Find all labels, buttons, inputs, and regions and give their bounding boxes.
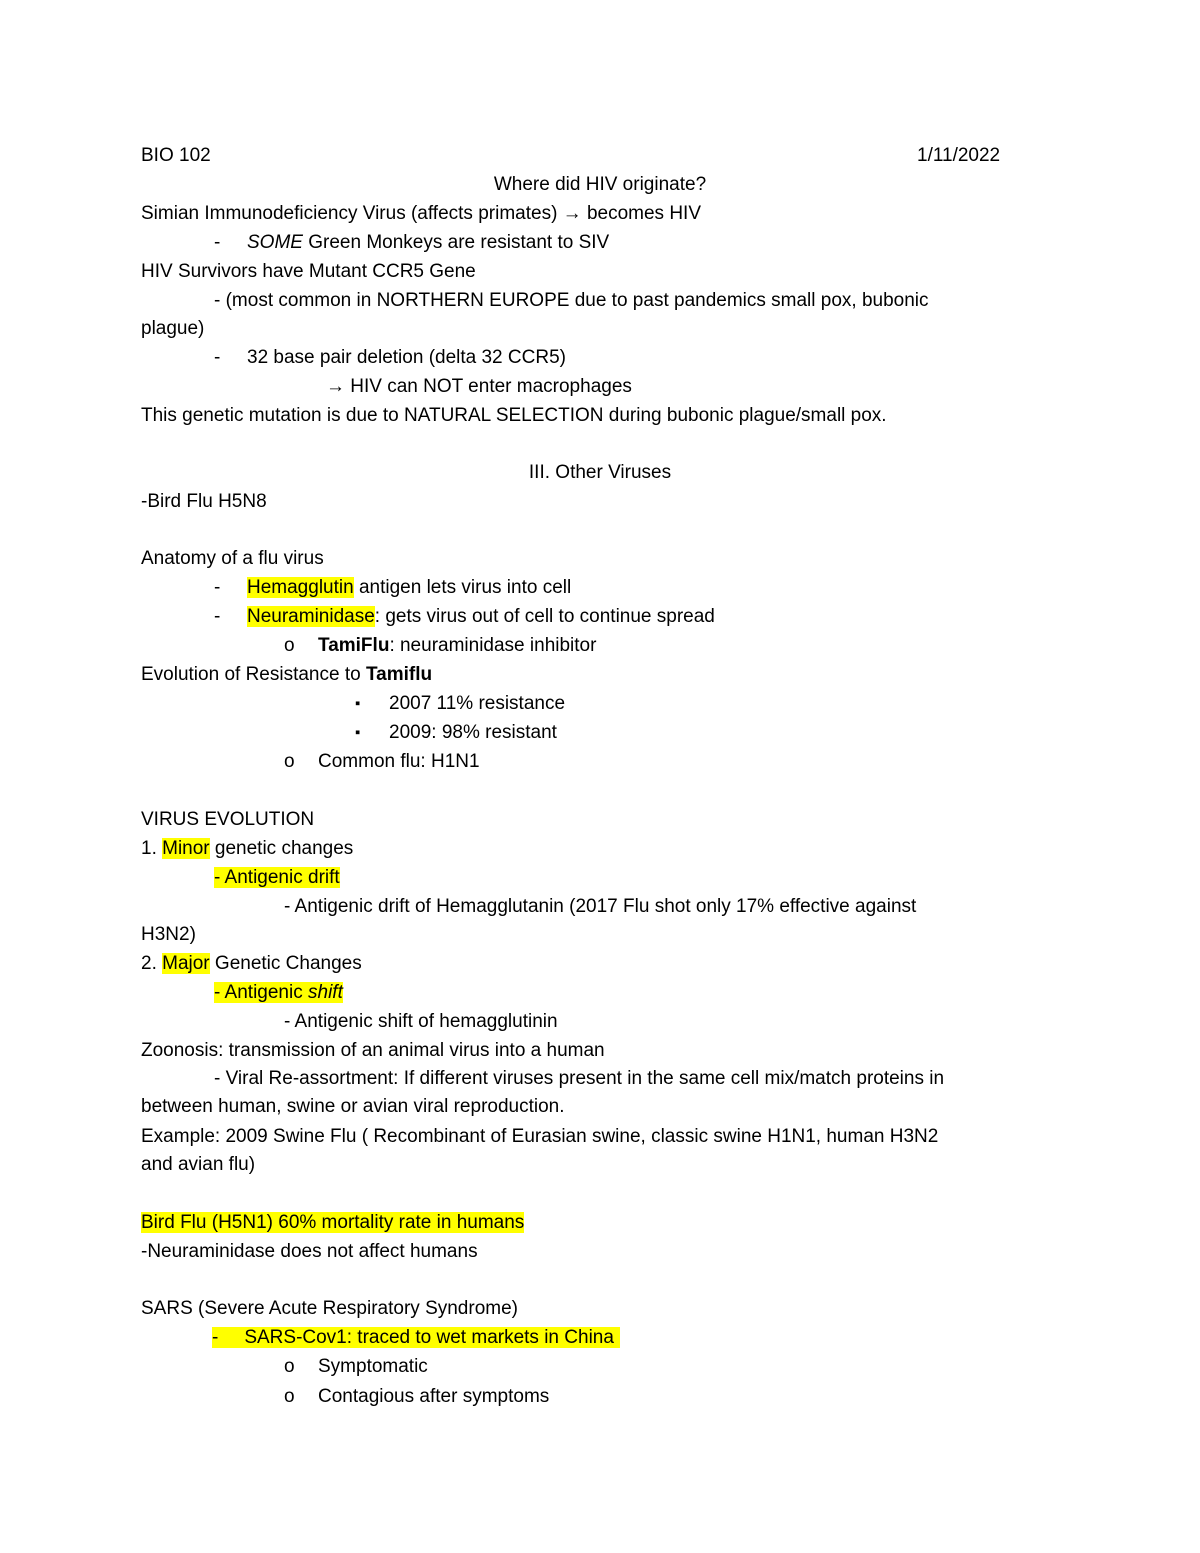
hiv-line-4a: - (most common in NORTHERN EUROPE due to past pandemics small pox, bubonic [214,290,929,311]
antigenic-drift-line [214,866,340,890]
tamiflu-bold: Tamiflu [365,664,433,685]
circle-bullet: o [284,1356,295,1377]
symptomatic: Symptomatic [318,1356,428,1377]
evolution-text: Evolution of Resistance to [141,664,366,685]
anatomy-heading: Anatomy of a flu virus [141,548,324,569]
common-flu: Common flu: H1N1 [318,751,480,772]
example-b: and avian flu) [141,1154,256,1175]
tamiflu-line [318,634,596,658]
minor-rest: genetic changes [209,838,354,859]
antigenic-shift-text: - Antigenic [214,982,308,1003]
contagious-after-symptoms: Contagious after symptoms [318,1386,550,1407]
square-bullet: ▪ [355,724,361,741]
square-bullet: ▪ [355,695,361,712]
reassortment-a: - Viral Re-assortment: If different viruses present in the same cell mix/match proteins in [214,1068,945,1089]
date: 1/11/2022 [917,145,1001,166]
dash-bullet: - [212,1327,219,1348]
shift-italic: shift [308,982,343,1003]
hiv-line-6: → HIV can NOT enter macrophages [326,376,632,397]
number-2: 2. [141,953,163,974]
circle-bullet: o [284,1386,295,1407]
hemagglutin-rest: antigen lets virus into cell [353,577,572,598]
highlight-hemagglutin: Hemagglutin [247,577,354,598]
reassortment-b: between human, swine or avian viral reproduction. [141,1096,565,1117]
minor-changes-line [141,837,353,861]
dash-bullet: - [214,347,221,368]
neuraminidase-rest: : gets virus out of cell to continue spread [374,606,715,627]
major-changes-line [141,952,362,976]
zoonosis-line: Zoonosis: transmission of an animal virus into a human [141,1040,605,1061]
hemagglutin-line [247,576,571,600]
circle-bullet: o [284,635,295,656]
evolution-resistance-line [141,663,432,687]
emphasis-text: SOME [247,232,303,253]
sars-heading: SARS (Severe Acute Respiratory Syndrome) [141,1298,518,1319]
virus-evolution-heading: VIRUS EVOLUTION [141,809,315,830]
other-viruses-heading: III. Other Viruses [528,462,672,483]
resistance-2009: 2009: 98% resistant [389,722,557,743]
highlight-antigenic-drift: - Antigenic drift [214,867,340,888]
tamiflu-rest: : neuraminidase inhibitor [389,635,597,656]
highlight-minor: Minor [162,838,210,859]
major-rest: Genetic Changes [209,953,362,974]
hiv-line-2-rest: Green Monkeys are resistant to SIV [302,232,610,253]
highlight-bird-flu: Bird Flu (H5N1) 60% mortality rate in humans [141,1212,525,1233]
antigenic-shift-line [214,981,343,1005]
highlight-sars-cov1 [212,1327,620,1348]
drift-detail-a: - Antigenic drift of Hemagglutanin (2017 Flu shot only 17% effective against [284,896,917,917]
resistance-2007: 2007 11% resistance [389,693,566,714]
bird-flu-h5n1-line [141,1211,524,1235]
neuraminidase-line [247,605,715,629]
dash-bullet: - [214,577,221,598]
shift-detail: - Antigenic shift of hemagglutinin [284,1011,558,1032]
hiv-line-3: HIV Survivors have Mutant CCR5 Gene [141,261,476,282]
hiv-line-5: 32 base pair deletion (delta 32 CCR5) [247,347,566,368]
neuraminidase-humans: -Neuraminidase does not affect humans [141,1241,478,1262]
highlight-major: Major [162,953,210,974]
hiv-line-1: Simian Immunodeficiency Virus (affects primates) → becomes HIV [141,203,701,224]
hiv-line-2 [247,231,609,255]
sars-cov1-text: SARS-Cov1: traced to wet markets in China [244,1327,614,1348]
dash-bullet: - [214,232,221,253]
sars-cov1-line [212,1326,620,1350]
hiv-line-7: This genetic mutation is due to NATURAL SELECTION during bubonic plague/small pox. [141,405,887,426]
highlight-neuraminidase: Neuraminidase [247,606,375,627]
drift-detail-b: H3N2) [141,924,196,945]
example-a: Example: 2009 Swine Flu ( Recombinant of Eurasian swine, classic swine H1N1, human H3N2 [141,1126,939,1147]
dash-bullet: - [214,606,221,627]
circle-bullet: o [284,751,295,772]
course-code: BIO 102 [141,145,211,166]
hiv-heading: Where did HIV originate? [493,174,707,195]
hiv-line-4b: plague) [141,318,205,339]
bird-flu-h5n8: -Bird Flu H5N8 [141,491,267,512]
highlight-antigenic-shift [214,982,343,1003]
tamiflu-bold: TamiFlu [318,635,390,656]
number-1: 1. [141,838,163,859]
